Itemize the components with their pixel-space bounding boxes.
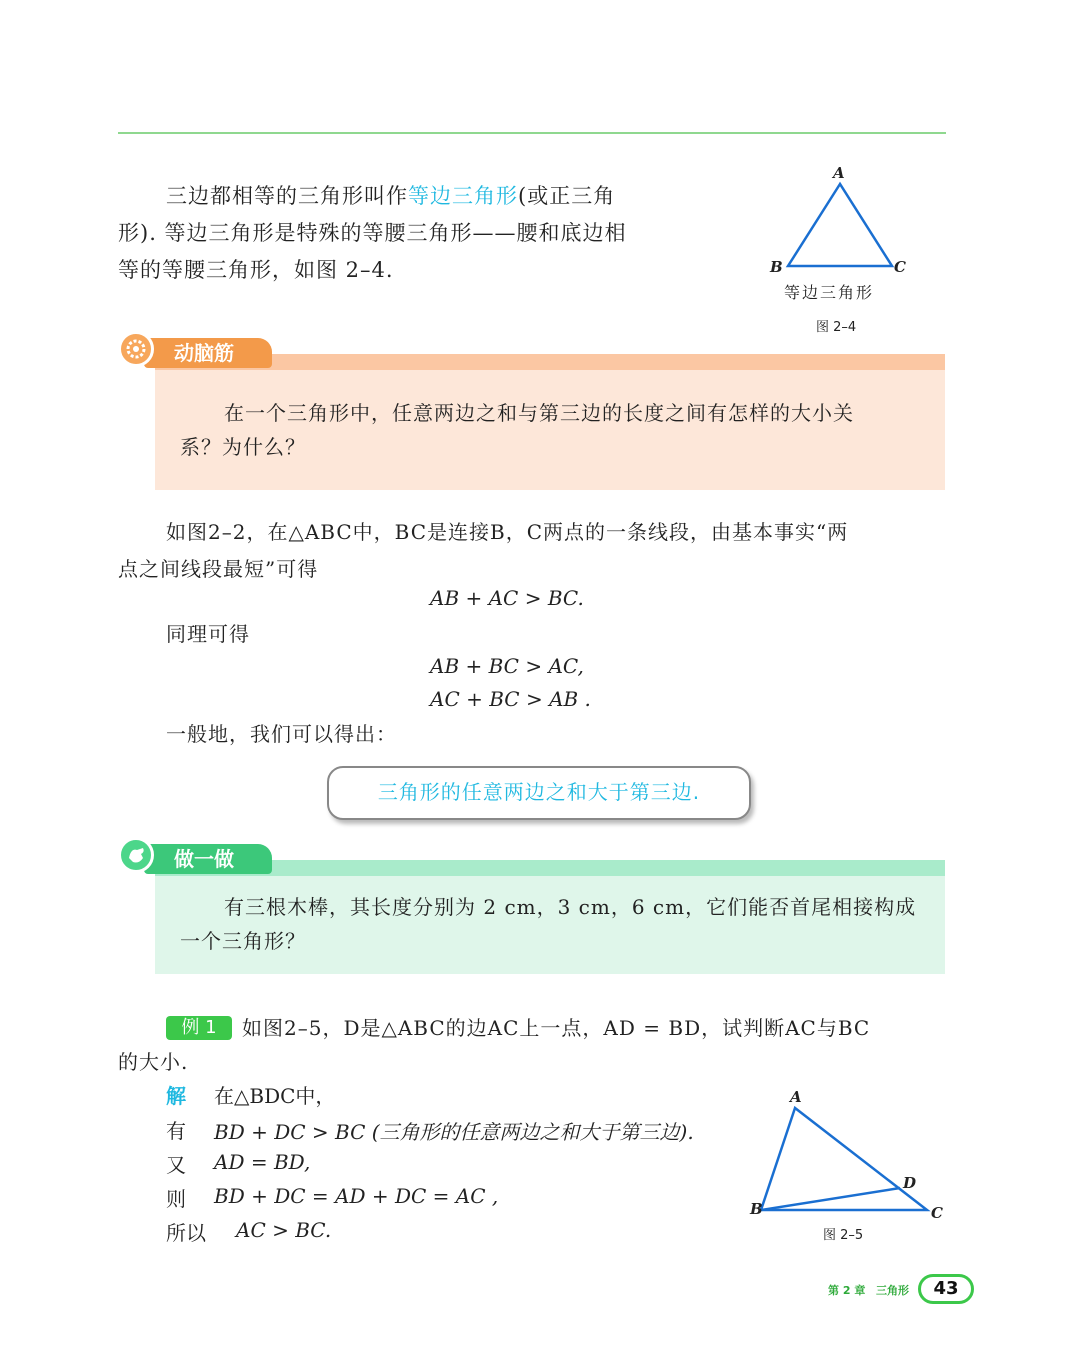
page-number: 43 <box>918 1274 974 1304</box>
figure-2-4 <box>760 164 920 339</box>
intro-text-2: (或正三角 <box>518 184 616 208</box>
reasoning-line-1: 如图2–2，在△ABC中，BC是连接B，C两点的一条线段，由基本事实“两 <box>166 520 849 544</box>
figure-2-5 <box>745 1088 950 1248</box>
think-title: 动脑筋 <box>174 341 234 365</box>
vertex-label-c-2: C <box>931 1204 943 1222</box>
reasoning-paragraph <box>118 514 948 588</box>
figure-caption-2: 图 2–5 <box>823 1228 864 1243</box>
solution-lead-5: 所以 <box>166 1221 206 1245</box>
theorem-box: 三角形的任意两边之和大于第三边. <box>327 766 751 820</box>
intro-line-2: 形). 等边三角形是特殊的等腰三角形——腰和底边相 <box>118 221 627 245</box>
triangle-abdc-figure <box>745 1088 950 1223</box>
solution-label: 解 <box>166 1084 186 1108</box>
header-rule <box>118 132 946 134</box>
think-tab <box>144 338 272 368</box>
reasoning-line-2: 点之间线段最短”可得 <box>118 557 319 581</box>
figure-caption: 图 2–4 <box>816 320 857 335</box>
term-equilateral: 等边三角形 <box>408 184 518 208</box>
similarly-text: 同理可得 <box>166 622 250 646</box>
solution-lead-2: 有 <box>166 1119 186 1143</box>
triangle-abc-2 <box>761 1108 927 1210</box>
intro-line-3: 等的等腰三角形，如图 2–4. <box>118 258 394 282</box>
figure-name: 等边三角形 <box>784 283 875 302</box>
general-text: 一般地，我们可以得出： <box>166 722 397 746</box>
solution-line-2: BD + DC > BC (三角形的任意两边之和大于第三边). <box>214 1120 694 1144</box>
try-text <box>180 890 930 958</box>
triangle-abc <box>788 184 892 266</box>
think-box-band <box>155 354 945 370</box>
think-text <box>180 396 930 464</box>
gear-glyph <box>121 334 151 364</box>
think-line-1: 在一个三角形中，任意两边之和与第三边的长度之间有怎样的大小关 <box>224 401 854 425</box>
solution-lead-3: 又 <box>166 1153 186 1177</box>
segment-bd <box>761 1188 900 1210</box>
solution-line-3: AD = BD, <box>214 1150 311 1174</box>
vertex-label-b-2: B <box>750 1200 763 1218</box>
vertex-label-d: D <box>903 1174 917 1192</box>
gear-icon <box>118 331 154 367</box>
intro-text: 三边都相等的三角形叫作 <box>166 184 408 208</box>
try-tab <box>144 844 272 874</box>
try-box-band <box>155 860 945 876</box>
solution-lead-4: 则 <box>166 1187 186 1211</box>
think-line-2: 系？为什么？ <box>180 435 306 459</box>
equation-2: AB + BC > AC, <box>430 654 584 678</box>
try-title: 做一做 <box>174 847 234 871</box>
equation-1: AB + AC > BC. <box>430 586 584 610</box>
hand-icon <box>118 837 154 873</box>
try-line-1: 有三根木棒，其长度分别为 2 cm，3 cm，6 cm，它们能否首尾相接构成 <box>224 895 917 919</box>
try-line-2: 一个三角形？ <box>180 929 306 953</box>
example-badge: 例 1 <box>166 1016 232 1040</box>
footer-chapter: 第 2 章 <box>828 1284 866 1297</box>
hand-glyph <box>121 840 151 870</box>
vertex-label-b: B <box>770 258 783 276</box>
solution-line-4: BD + DC = AD + DC = AC , <box>214 1184 499 1208</box>
vertex-label-c: C <box>894 258 906 276</box>
example-line-1: 如图2–5，D是△ABC的边AC上一点，AD = BD，试判断AC与BC <box>242 1016 871 1040</box>
solution-line-5: AC > BC. <box>236 1218 332 1242</box>
equation-3: AC + BC > AB . <box>430 687 591 711</box>
intro-paragraph <box>118 178 718 289</box>
vertex-label-a: A <box>833 164 845 182</box>
footer-title: 三角形 <box>876 1284 909 1297</box>
solution-line-1: 在△BDC中， <box>214 1084 336 1108</box>
vertex-label-a-2: A <box>790 1088 802 1106</box>
example-line-2: 的大小. <box>118 1050 189 1074</box>
intro-line-1 <box>118 178 718 215</box>
